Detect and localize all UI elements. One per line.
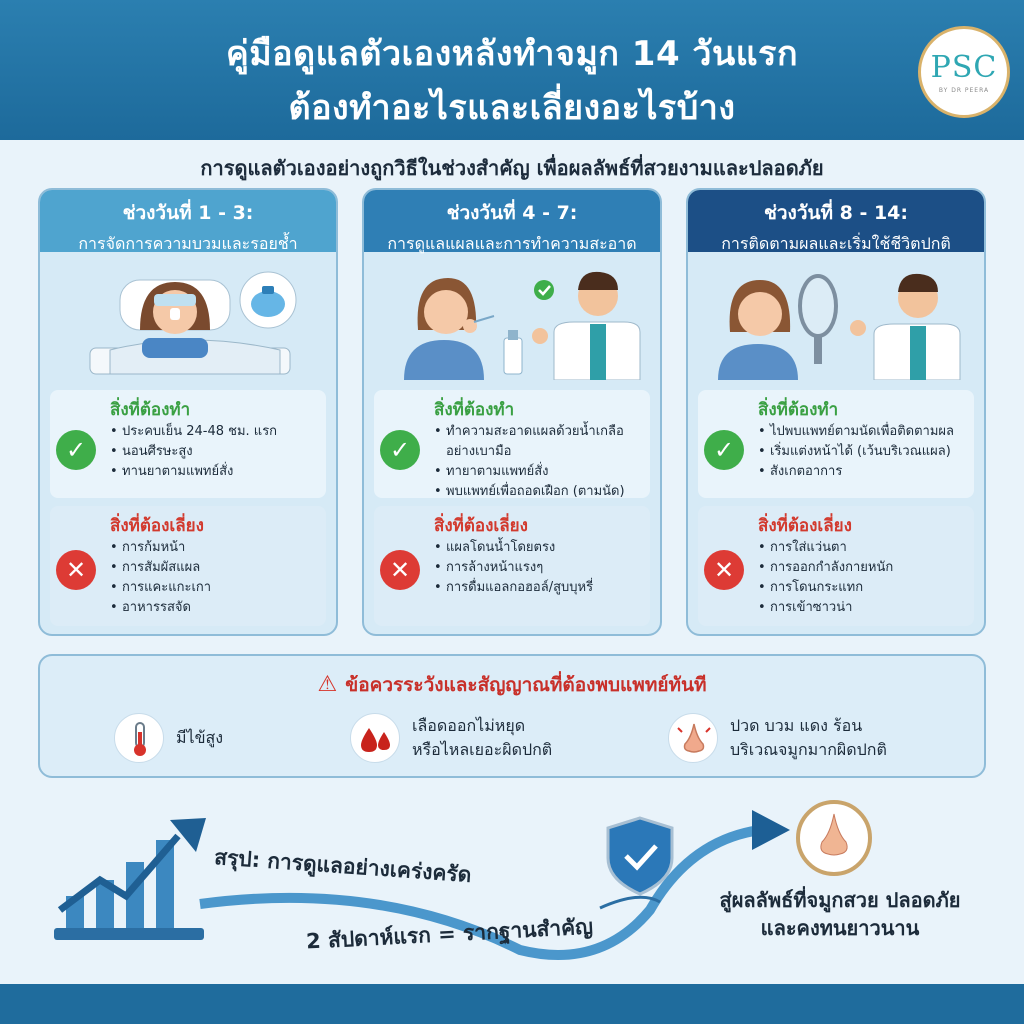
phase-subtitle: การดูแลแผลและการทำความสะอาด [387,234,637,253]
list-item: • การสัมผัสแผล [110,558,322,578]
result-text [660,886,1020,942]
warning-triangle-icon: ⚠ [317,672,338,697]
todo-list [434,422,646,502]
todo-title: สิ่งที่ต้องทำ [758,400,839,420]
list-item: • การออกกำลังกายหนัก [758,558,970,578]
list-item: • ประคบเย็น 24-48 ชม. แรก [110,422,322,442]
sign-text-line2: บริเวณจมูกมากผิดปกติ [730,740,887,759]
list-item: • สังเกตอาการ [758,462,970,482]
cross-icon: ✕ [56,550,96,590]
check-icon: ✓ [56,430,96,470]
warning-title-text: ข้อควรระวังและสัญญาณที่ต้องพบแพทย์ทันที [345,674,707,696]
check-icon: ✓ [704,430,744,470]
phase-header [40,190,336,252]
cleaning-wound-illustration [374,260,650,380]
avoid-section [50,506,326,626]
sign-text-line1: มีไข้สูง [176,728,224,747]
avoid-list [110,538,322,618]
mirror-checkup-illustration [698,260,974,380]
sign-high-fever [114,710,223,766]
page-title-line2: ต้องทำอะไรและเลี่ยงอะไรบ้าง [288,88,736,128]
avoid-list [434,538,646,598]
logo-text: PSC [930,50,998,85]
todo-list [758,422,970,482]
list-item: • การโดนกระแทก [758,578,970,598]
phase-title: ช่วงวันที่ 8 - 14: [763,202,908,224]
phase-title: ช่วงวันที่ 1 - 3: [122,202,254,224]
phase-card-day4-7 [362,188,662,636]
phase-card-day8-14 [686,188,986,636]
list-item: • การใส่แว่นตา [758,538,970,558]
growth-chart-icon [54,818,206,940]
list-item: • อาหารรสจัด [110,598,322,618]
warning-section [38,654,986,778]
result-line2: และคงทนยาวนาน [760,916,920,940]
todo-title: สิ่งที่ต้องทำ [110,400,191,420]
phase-header [364,190,660,252]
sign-swelling [668,710,887,766]
list-item: • ทำความสะอาดแผลด้วยน้ำเกลืออย่างเบามือ [434,422,646,462]
swollen-nose-icon [668,713,718,763]
header-banner [0,0,1024,140]
cross-icon: ✕ [380,550,420,590]
sign-text-line1: ปวด บวม แดง ร้อน [730,716,863,735]
todo-section [698,390,974,498]
list-item: • การแคะแกะเกา [110,578,322,598]
list-item: • นอนศีรษะสูง [110,442,322,462]
list-item: • เริ่มแต่งหน้าได้ (เว้นบริเวณแผล) [758,442,970,462]
logo-subtext: BY DR PEERA [938,87,990,94]
avoid-title: สิ่งที่ต้องเลี่ยง [758,516,852,536]
avoid-title: สิ่งที่ต้องเลี่ยง [110,516,204,536]
list-item: • การเข้าซาวน่า [758,598,970,618]
phase-header [688,190,984,252]
phase-card-day1-3 [38,188,338,636]
todo-section [374,390,650,498]
footer-band [0,984,1024,1024]
avoid-list [758,538,970,618]
sign-text [730,714,887,762]
list-item: • ไปพบแพทย์ตามนัดเพื่อติดตามผล [758,422,970,442]
todo-title: สิ่งที่ต้องทำ [434,400,515,420]
page-title-line1: คู่มือดูแลตัวเองหลังทำจมูก 14 วันแรก [225,34,799,74]
phase-title: ช่วงวันที่ 4 - 7: [446,202,578,224]
todo-section [50,390,326,498]
list-item: • พบแพทย์เพื่อถอดเฝือก (ตามนัด) [434,482,646,502]
list-item: • ทานยาตามแพทย์สั่ง [110,462,322,482]
sign-text-line2: หรือไหลเยอะผิดปกติ [412,740,553,759]
thermometer-icon [114,713,164,763]
list-item: • แผลโดนน้ำโดยตรง [434,538,646,558]
patient-in-bed-illustration [50,260,326,380]
list-item: • การดื่มแอลกอฮอล์/สูบบุหรี่ [434,578,646,598]
nose-result-icon [798,802,870,874]
page-subtitle: การดูแลตัวเองอย่างถูกวิธีในช่วงสำคัญ เพื่อผลลัพธ์ที่สวยงามและปลอดภัย [200,156,824,180]
sign-bleeding [350,710,552,766]
sign-text [412,714,552,762]
warning-title [40,670,984,700]
list-item: • การก้มหน้า [110,538,322,558]
sign-text-line1: เลือดออกไม่หยุด [412,716,526,735]
cross-icon: ✕ [704,550,744,590]
summary-line1: สรุป: การดูแลอย่างเคร่งครัด [213,845,473,887]
check-icon: ✓ [380,430,420,470]
psc-logo [918,26,1010,118]
blood-drop-icon [350,713,400,763]
summary-line2: 2 สัปดาห์แรก = รากฐานสำคัญ [305,914,594,954]
list-item: • ทายาตามแพทย์สั่ง [434,462,646,482]
avoid-section [374,506,650,626]
phase-subtitle: การจัดการความบวมและรอยช้ำ [78,234,298,253]
phase-subtitle: การติดตามผลและเริ่มใช้ชีวิตปกติ [721,234,951,253]
todo-list [110,422,322,482]
list-item: • การล้างหน้าแรงๆ [434,558,646,578]
sign-text [176,726,223,750]
avoid-title: สิ่งที่ต้องเลี่ยง [434,516,528,536]
arrow-head-icon [752,810,790,850]
avoid-section [698,506,974,626]
result-line1: สู่ผลลัพธ์ที่จมูกสวย ปลอดภัย [719,888,961,912]
